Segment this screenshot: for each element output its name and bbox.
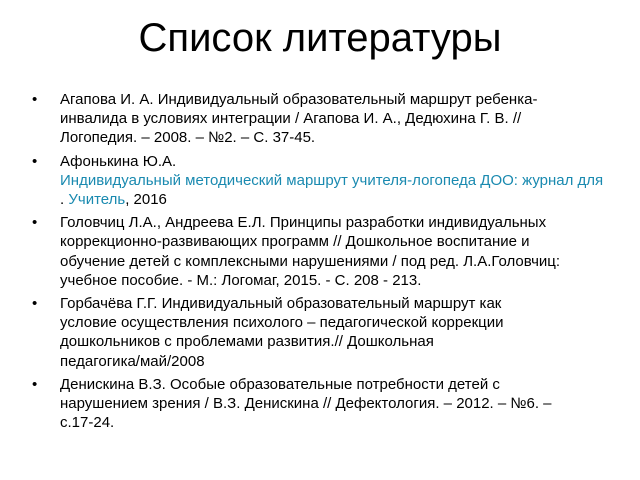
reference-text: коррекционно-развивающих программ // Дошкольное воспитание и (60, 233, 530, 251)
reference-text: Денискина В.З. Особые образовательные потребности детей с (60, 375, 500, 393)
reference-link[interactable]: Индивидуальный методический маршрут учителя-логопеда ДОО: журнал для (60, 171, 604, 189)
reference-line (60, 294, 636, 313)
reference-text: Горбачёва Г.Г. Индивидуальный образовательный маршрут как (60, 295, 502, 313)
reference-line (60, 413, 636, 432)
reference-item (32, 213, 636, 290)
reference-text: учебное пособие. - М.: Логомаг, 2015. - С. 208 - 213. (60, 271, 422, 289)
reference-text: нарушением зрения / В.З. Денискина // Дефектология. – 2012. – №6. – (60, 395, 552, 413)
reference-item (32, 90, 636, 148)
reference-text: . (60, 191, 69, 209)
reference-text: условие осуществления психолого – педагогической коррекции (60, 314, 504, 332)
reference-line (60, 313, 636, 332)
reference-text: обучение детей с комплексными нарушениями / под ред. Л.А.Головчиц: (60, 252, 561, 270)
bullet-icon: • (32, 295, 38, 313)
reference-line (60, 109, 636, 128)
reference-line (60, 152, 636, 171)
reference-item (32, 294, 636, 371)
bullet-icon: • (32, 375, 38, 393)
reference-line (60, 128, 636, 147)
reference-line (60, 252, 636, 271)
reference-line (60, 332, 636, 351)
reference-text: Афонькина Ю.А. (60, 152, 177, 170)
reference-item (32, 152, 636, 210)
reference-line (60, 394, 636, 413)
reference-text: дошкольников с проблемами развития.// Дошкольная (60, 333, 434, 351)
reference-line (60, 171, 636, 190)
reference-text: Головчиц Л.А., Андреева Е.Л. Принципы разработки индивидуальных (60, 214, 547, 232)
reference-list (32, 90, 636, 436)
reference-link[interactable]: Учитель (68, 191, 126, 209)
reference-line (60, 190, 636, 209)
bullet-icon: • (32, 214, 38, 232)
slide-title: Список литературы (138, 16, 502, 60)
bullet-icon: • (32, 152, 38, 170)
reference-line (60, 352, 636, 371)
reference-line (60, 232, 636, 251)
reference-line (60, 271, 636, 290)
reference-line (60, 213, 636, 232)
reference-text: Агапова И. А. Индивидуальный образовательный маршрут ребенка- (60, 91, 538, 108)
bullet-icon: • (32, 91, 38, 108)
reference-item (32, 375, 636, 433)
reference-line (60, 90, 636, 109)
reference-text: Логопедия. – 2008. – №2. – С. 37-45. (60, 129, 316, 147)
reference-text: с.17-24. (60, 414, 115, 432)
reference-text: инвалида в условиях интеграции / Агапова И. А., Дедюхина Г. В. // (60, 110, 522, 128)
reference-line (60, 375, 636, 394)
reference-text: педагогика/май/2008 (60, 352, 205, 370)
reference-text: , 2016 (125, 191, 167, 209)
